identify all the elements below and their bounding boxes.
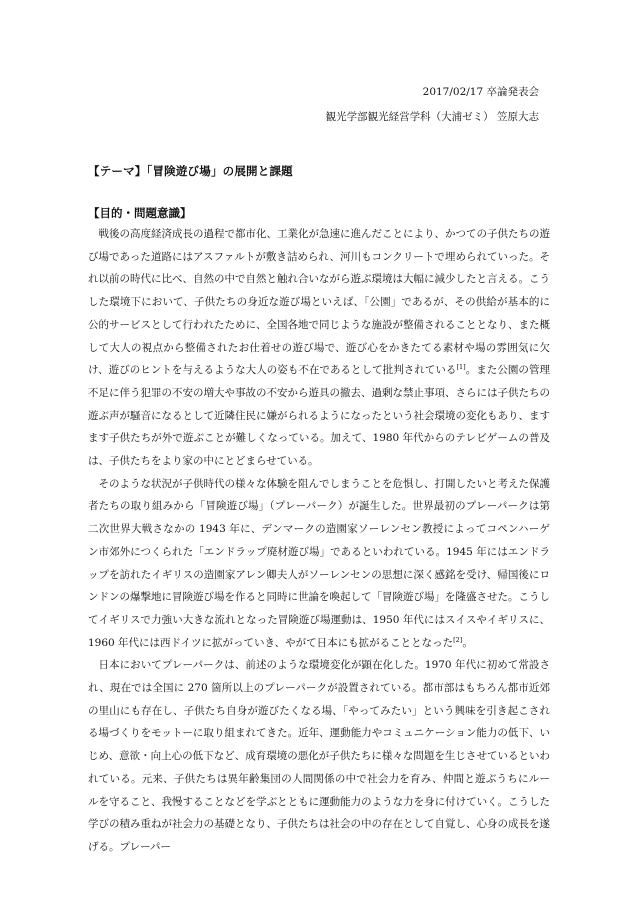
paragraph-2-part-b: 。: [462, 636, 473, 649]
paragraph-2: [88, 473, 550, 655]
paragraph-1-part-a: 戦後の高度経済成長の過程で都市化、工業化が急速に進んだことにより、かつての子供たちの遊び場であった道路にはアスファルトが敷き詰められ、河川もコンクリートで埋められていった。それ以前の時代に比べ、自然の中で自然と触れ合いながら遊ぶ環境は大幅に減少したと言える。こうした環境下において、子供たちの身近な遊び場といえば、「公園」であるが、その供給が基本的に公的サービスとして行われたために、全国各地で同じような施設が整備されることとなり、また概して大人の視点から整備されたお仕着せの遊び場で、遊び心をかきたてる素材や場の雰囲気に欠け、遊びのヒントを与えるような大人の姿も不在であるとして批判されている: [88, 228, 550, 377]
document-header: [326, 80, 539, 130]
purpose-section-body: [88, 223, 550, 859]
paragraph-1: [88, 223, 550, 473]
purpose-section-heading: 【目的・問題意識】: [88, 206, 192, 220]
citation-ref-1: [1]: [456, 363, 466, 372]
paragraph-3: 日本においてプレーパークは、前述のような環境変化が顕在化した。1970 年代に初めて常設され、現在では全国に 270 箇所以上のプレーパークが設置されている。都市部はもちろん都市近郊の里山にも存在し、子供たち自身が遊びたくなる場、「やってみたい」という興味を引き起こされる場づくりをモットーに取り組まれてきた。近年、運動能力やコミュニケーション能力の低下、いじめ、意欲・向上心の低下など、成育環境の悪化が子供たちに様々な問題を生じさせているといわれている。元来、子供たちは異年齢集団の人間関係の中で社会力を育み、仲間と遊ぶうちにルールを守ること、我慢することなどを学ぶとともに運動能力のような力を身に付けていく。こうした学びの積み重ねが社会力の基礎となり、子供たちは社会の中の存在として自覚し、心身の成長を遂げる。プレーパー: [88, 659, 550, 853]
citation-ref-2: [2]: [453, 635, 463, 644]
paragraph-1-part-b: 。また公園の管理不足に伴う犯罪の不安の増大や事故の不安から遊具の撤去、過剰な禁止事項、さらには子供たちの遊ぶ声が騒音になるとして近隣住民に嫌がられるようになったという社会環境の変化もあり、ますます子供たちが外で遊ぶことが難しくなっている。加えて、1980 年代からのテレビゲームの普及は、子供たちをより家の中にとどまらせている。: [88, 364, 550, 468]
presentation-date-line: 2017/02/17 卒論発表会: [422, 86, 539, 98]
paragraph-2-part-a: そのような状況が子供時代の様々な体験を阻んでしまうことを危惧し、打開したいと考えた保護者たちの取り組みから「冒険遊び場」（プレーパーク）が誕生した。世界最初のプレーパークは第二次世界大戦さなかの 1943 年に、デンマークの造園家ソーレンセン教授によってコペンハーゲン市郊外につくられた「エンドラップ廃材遊び場」であるといわれている。1945 年にはエンドラップを訪れたイギリスの造園家アレン卿夫人がソーレンセンの思想に深く感銘を受け、帰国後にロンドンの爆撃地に冒険遊び場を作ると同時に世論を喚起して「冒険遊び場」を隆盛させた。こうしてイギリスで力強い大きな流れとなった冒険遊び場運動は、1950 年代にはスイスやイギリスに、1960 年代には西ドイツに拡がっていき、やがて日本にも拡がることとなった: [88, 477, 550, 649]
theme-title: 【テーマ】「冒険遊び場」の展開と課題: [88, 164, 293, 178]
author-affiliation-line: 観光学部観光経営学科（大浦ゼミ） 笠原大志: [325, 111, 539, 123]
